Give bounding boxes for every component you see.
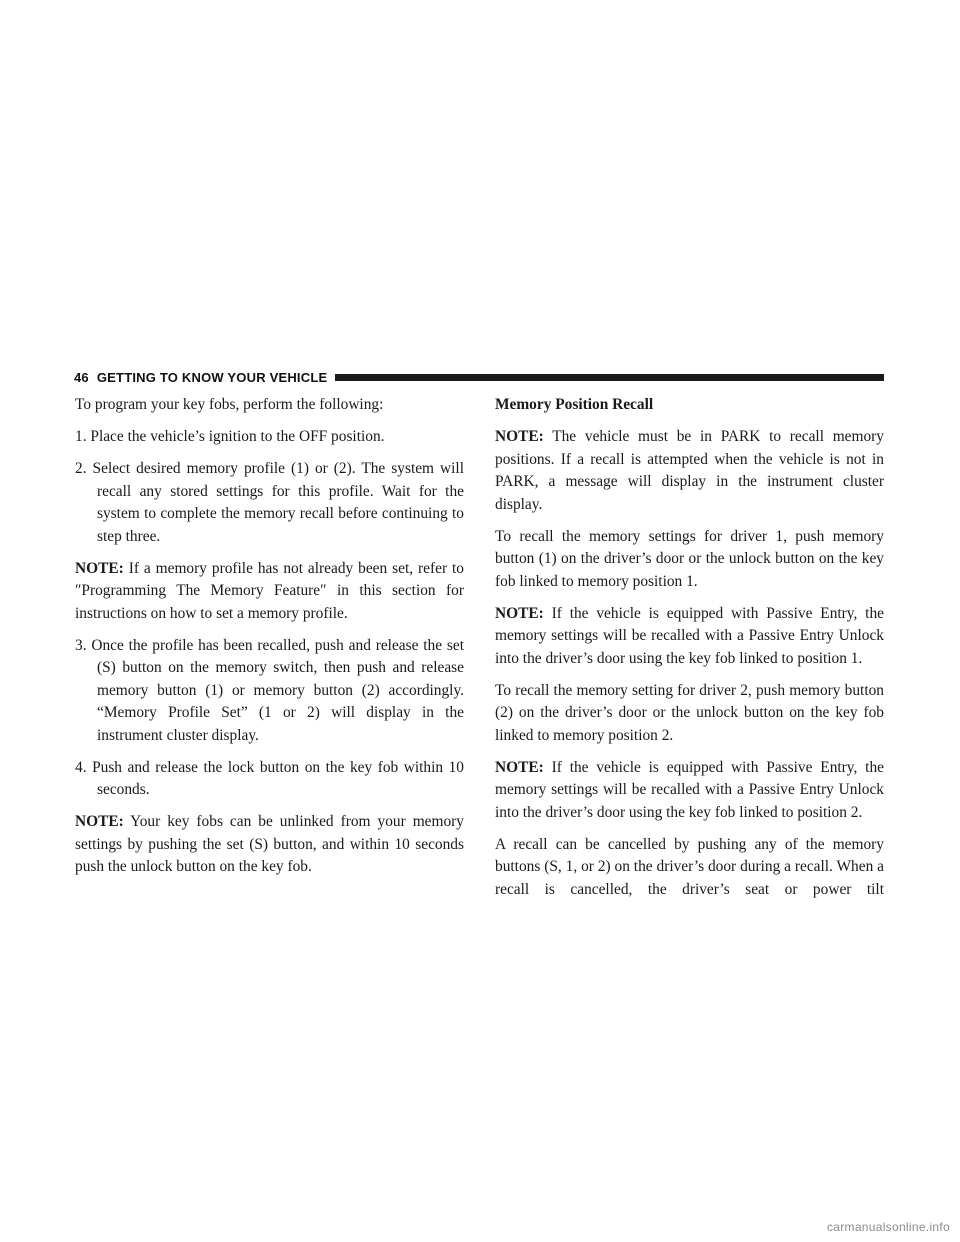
note-label: NOTE: <box>495 428 544 445</box>
left-column <box>75 394 464 888</box>
body-paragraph: To recall the memory setting for driver 2, push memory button (2) on the driver’s door or the unlock button on the key fob linked to memory position 2. <box>495 681 884 744</box>
note-text: If the vehicle is equipped with Passive Entry, the memory settings will be recalled with a Passive Entry Unlock into the driver’s door using the key fob linked to position 2. <box>495 758 884 821</box>
body-paragraph: A recall can be cancelled by pushing any of the memory buttons (S, 1, or 2) on the driver’s door during a recall. When a recall is cancelled, the driver’s seat or power tilt <box>495 835 884 898</box>
note-text: If a memory profile has not already been set, refer to ″Programming The Memory Feature″ in this section for instructions on how to set a memory profile. <box>75 559 464 622</box>
step-3: 3. Once the profile has been recalled, push and release the set (S) button on the memory switch, then push and release memory button (1) or memory button (2) accordingly. “Memory Profile Set” (1 or 2) will display in the instrument cluster display. <box>75 636 464 744</box>
page-header <box>74 367 884 387</box>
note-paragraph <box>75 811 464 879</box>
header-rule <box>335 374 884 381</box>
note-paragraph <box>495 426 884 516</box>
body-paragraph: To recall the memory settings for driver 1, push memory button (1) on the driver’s door or the unlock button on the key fob linked to memory position 1. <box>495 527 884 590</box>
step-4: 4. Push and release the lock button on the key fob within 10 seconds. <box>75 758 464 798</box>
section-title: GETTING TO KNOW YOUR VEHICLE <box>96 369 328 385</box>
watermark: carmanualsonline.info <box>826 1220 950 1234</box>
section-heading: Memory Position Recall <box>495 396 654 413</box>
note-text: Your key fobs can be unlinked from your memory settings by pushing the set (S) button, and within 10 seconds push the unlock button on the key fob. <box>75 813 464 875</box>
step-2: 2. Select desired memory profile (1) or (2). The system will recall any stored settings for this profile. Wait for the system to complete the memory recall before continuing to step three. <box>75 460 464 545</box>
note-paragraph <box>495 757 884 825</box>
note-label: NOTE: <box>75 813 124 830</box>
note-label: NOTE: <box>495 758 544 776</box>
note-text: If the vehicle is equipped with Passive Entry, the memory settings will be recalled with a Passive Entry Unlock into the driver’s door using the key fob linked to position 1. <box>495 604 884 667</box>
note-label: NOTE: <box>495 604 544 622</box>
right-column <box>495 394 884 911</box>
note-paragraph <box>75 558 464 626</box>
step-1: 1. Place the vehicle’s ignition to the OFF position. <box>75 428 385 445</box>
note-label: NOTE: <box>75 559 124 577</box>
note-paragraph <box>495 603 884 671</box>
page-number: 46 <box>74 369 89 385</box>
intro-paragraph: To program your key fobs, perform the following: <box>75 396 384 413</box>
note-text: The vehicle must be in PARK to recall memory positions. If a recall is attempted when the vehicle is not in PARK, a message will display in the instrument cluster display. <box>495 428 884 513</box>
